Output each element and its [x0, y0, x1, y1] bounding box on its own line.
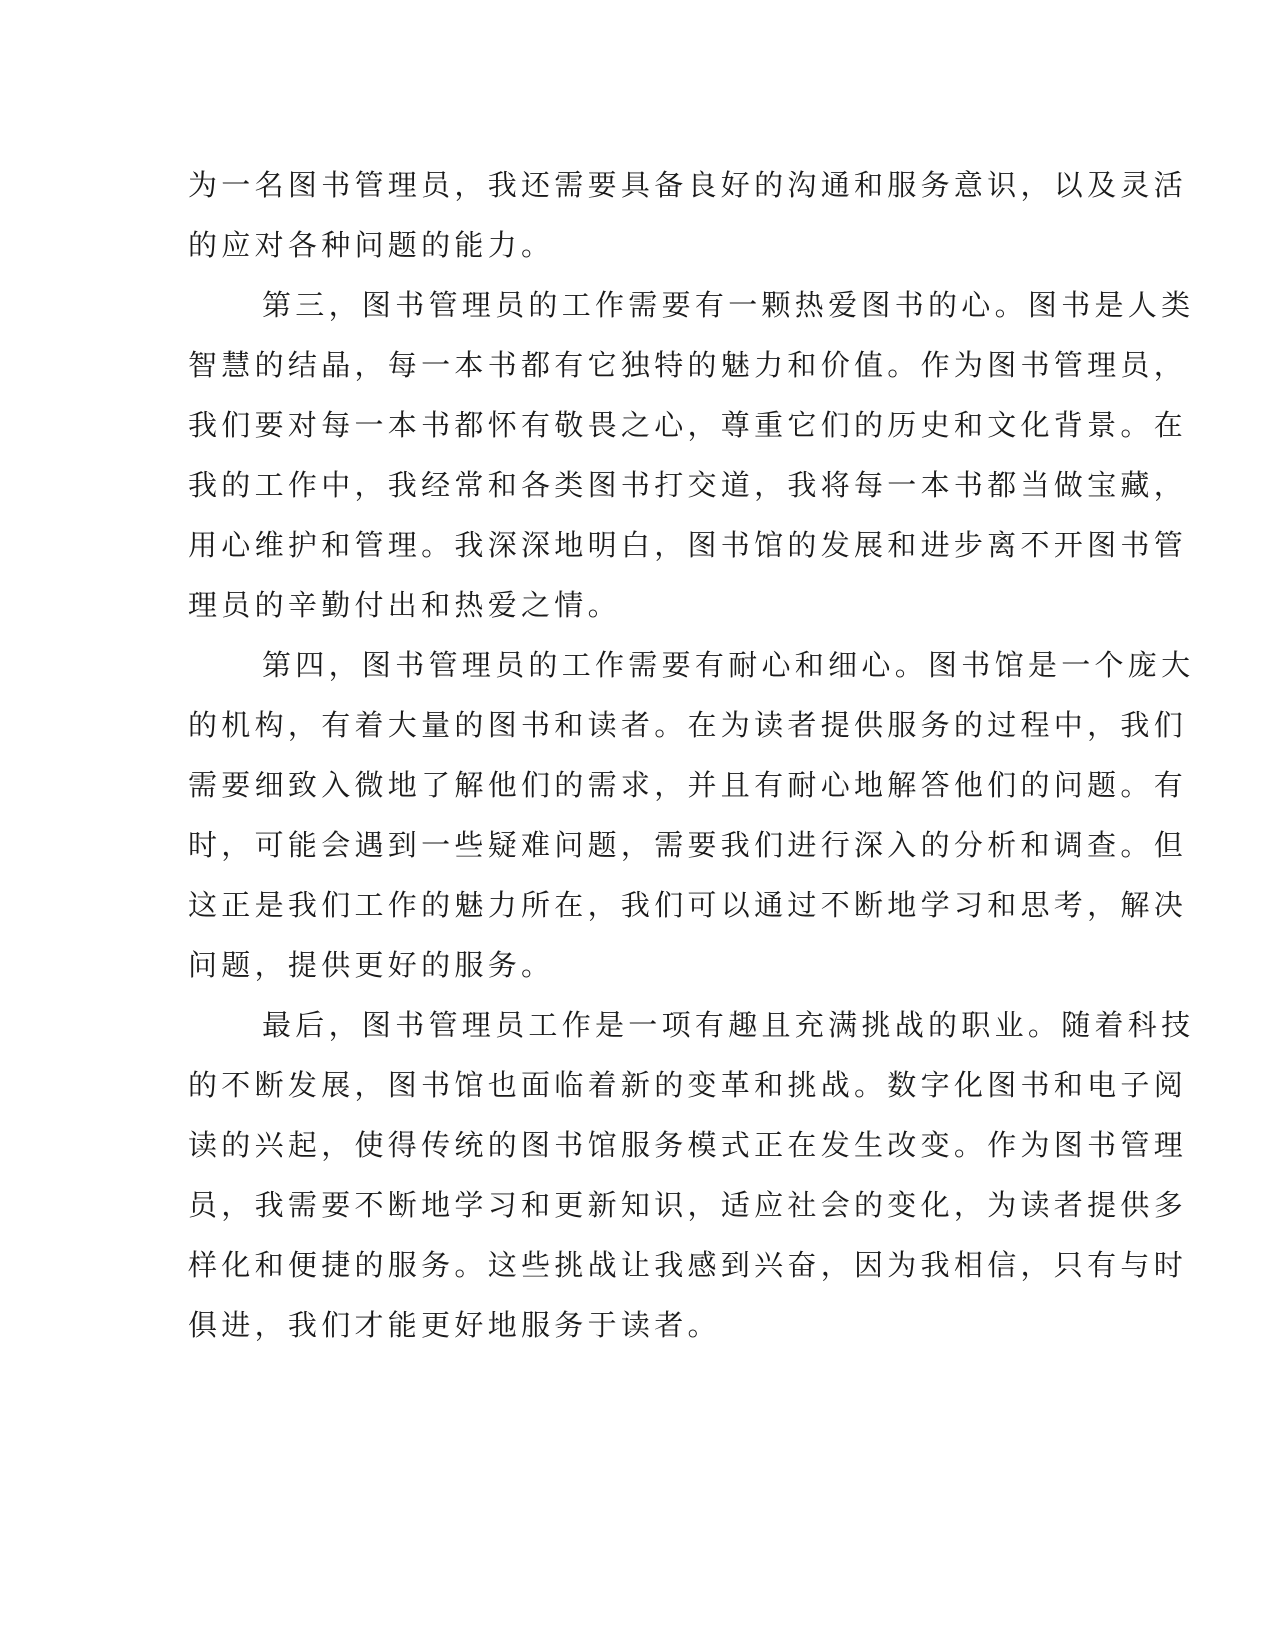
text-line: 员，我需要不断地学习和更新知识，适应社会的变化，为读者提供多	[188, 1188, 1188, 1222]
paragraph-third	[188, 275, 1195, 635]
text-line: 智慧的结晶，每一本书都有它独特的魅力和价值。作为图书管理员，	[188, 348, 1188, 382]
text-line: 样化和便捷的服务。这些挑战让我感到兴奋，因为我相信，只有与时	[188, 1248, 1188, 1282]
text-line: 读的兴起，使得传统的图书馆服务模式正在发生改变。作为图书管理	[188, 1128, 1188, 1162]
text-line: 的不断发展，图书馆也面临着新的变革和挑战。数字化图书和电子阅	[188, 1068, 1188, 1102]
text-line-first: 最后，图书管理员工作是一项有趣且充满挑战的职业。随着科技	[262, 1008, 1195, 1042]
text-line: 时，可能会遇到一些疑难问题，需要我们进行深入的分析和调查。但	[188, 828, 1188, 862]
text-line: 问题，提供更好的服务。	[188, 948, 555, 982]
text-line: 我的工作中，我经常和各类图书打交道，我将每一本书都当做宝藏，	[188, 468, 1188, 502]
text-line: 需要细致入微地了解他们的需求，并且有耐心地解答他们的问题。有	[188, 768, 1188, 802]
text-line: 理员的辛勤付出和热爱之情。	[188, 588, 621, 622]
paragraph-fourth	[188, 635, 1195, 995]
paragraph-last	[188, 995, 1195, 1355]
text-line: 用心维护和管理。我深深地明白，图书馆的发展和进步离不开图书管	[188, 528, 1188, 562]
text-line-first: 第四，图书管理员的工作需要有耐心和细心。图书馆是一个庞大	[262, 648, 1195, 682]
text-line: 俱进，我们才能更好地服务于读者。	[188, 1308, 721, 1342]
text-line: 为一名图书管理员，我还需要具备良好的沟通和服务意识，以及灵活	[188, 168, 1188, 202]
body-text	[188, 155, 1195, 1355]
text-line: 这正是我们工作的魅力所在，我们可以通过不断地学习和思考，解决	[188, 888, 1188, 922]
text-line: 我们要对每一本书都怀有敬畏之心，尊重它们的历史和文化背景。在	[188, 408, 1188, 442]
text-line: 的应对各种问题的能力。	[188, 228, 555, 262]
text-line: 的机构，有着大量的图书和读者。在为读者提供服务的过程中，我们	[188, 708, 1188, 742]
paragraph-continuation	[188, 155, 1188, 275]
text-line-first: 第三，图书管理员的工作需要有一颗热爱图书的心。图书是人类	[262, 288, 1195, 322]
